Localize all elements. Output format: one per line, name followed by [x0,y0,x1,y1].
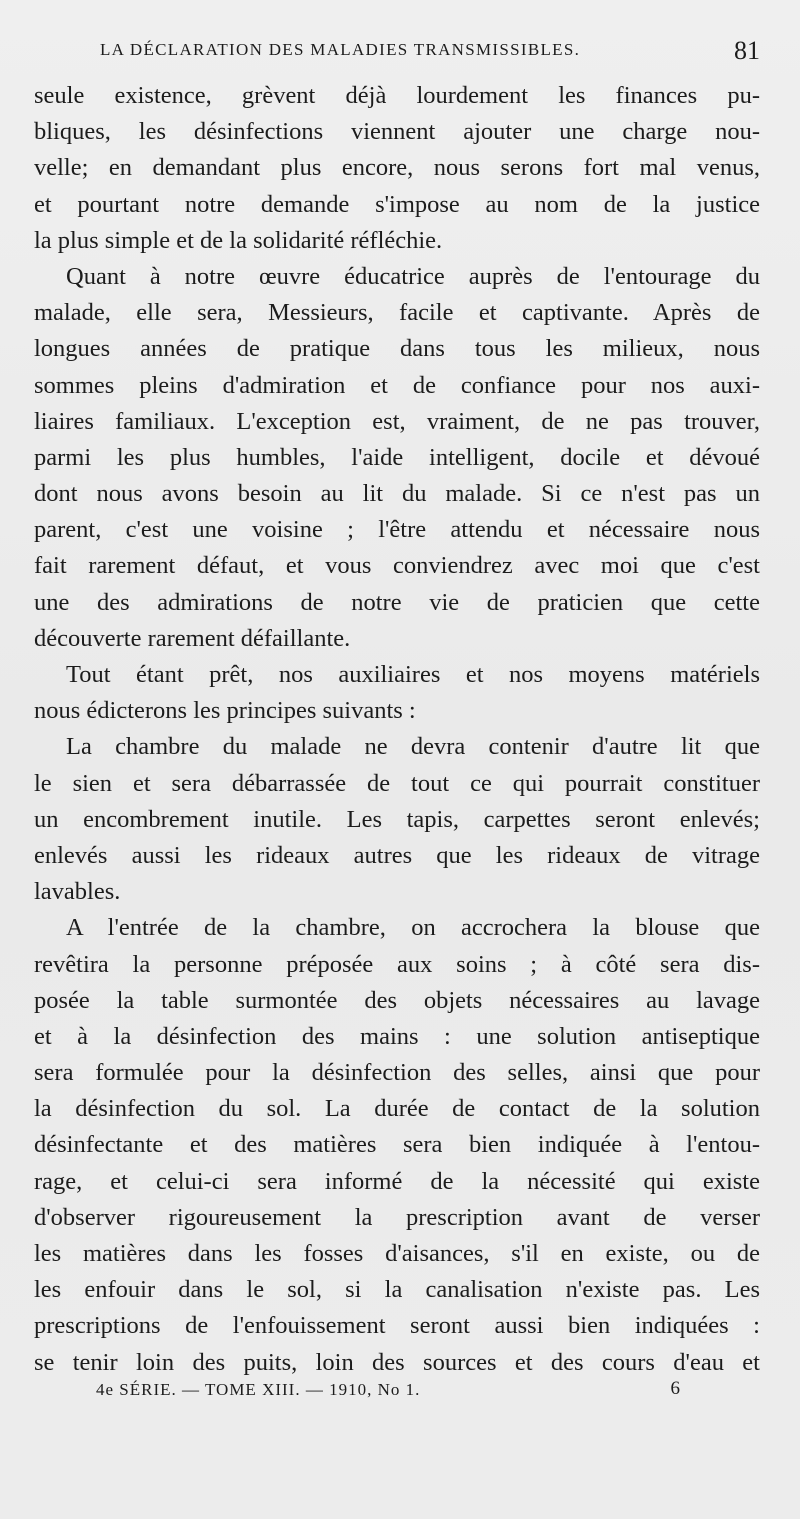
text-line: A l'entrée de la chambre, on accrochera la blouse que [66,914,760,942]
text-line: La chambre du malade ne devra contenir d'autre lit que [66,733,760,761]
text-line: parmi les plus humbles, l'aide intelligent, docile et dévoué [34,443,760,471]
text-line: malade, elle sera, Messieurs, facile et captivante. Après de [34,299,760,327]
text-line: sera formulée pour la désinfection des selles, ainsi que pour [34,1059,760,1087]
running-title: LA DÉCLARATION DES MALADIES TRANSMISSIBLES. [100,40,581,59]
text-line: les matières dans les fosses d'aisances, s'il en existe, ou de [34,1240,760,1267]
footer [96,1380,680,1410]
text-line: seule existence, grèvent déjà lourdement les finances pu- [34,82,760,109]
text-line: la désinfection du sol. La durée de contact de la solution [34,1095,760,1123]
text-line: longues années de pratique dans tous les milieux, nous [34,335,760,363]
text-line: une des admirations de notre vie de praticien que cette [34,588,760,616]
text-line: les enfouir dans le sol, si la canalisation n'existe pas. Les [34,1276,760,1304]
text-line: fait rarement défaut, et vous conviendrez avec moi que c'est [34,552,760,580]
text-line: parent, c'est une voisine ; l'être attendu et nécessaire nous [34,516,760,544]
text-line: se tenir loin des puits, loin des sources et des cours d'eau et [34,1348,760,1376]
text-line: lavables. [34,878,121,906]
text-line: prescriptions de l'enfouissement seront aussi bien indiquées : [34,1312,760,1340]
text-line: Quant à notre œuvre éducatrice auprès de l'entourage du [66,262,760,290]
text-line: posée la table surmontée des objets nécessaires au lavage [34,986,760,1014]
page-number: 81 [734,36,760,65]
text-line: un encombrement inutile. Les tapis, carpettes seront enlevés; [34,805,760,833]
body-text [34,78,760,1381]
text-line: et à la désinfection des mains : une solution antiseptique [34,1022,760,1050]
text-line: nous édicterons les principes suivants : [34,697,416,725]
text-line: le sien et sera débarrassée de tout ce qui pourrait constituer [34,769,760,797]
text-line: d'observer rigoureusement la prescription avant de verser [34,1203,760,1231]
text-line: velle; en demandant plus encore, nous serons fort mal venus, [34,154,760,182]
running-head [100,36,760,70]
text-line: découverte rarement défaillante. [34,624,351,652]
text-line: liaires familiaux. L'exception est, vraiment, de ne pas trouver, [34,407,760,435]
text-line: et pourtant notre demande s'impose au nom de la justice [34,190,760,218]
text-line: rage, et celui-ci sera informé de la nécessité qui existe [34,1167,760,1195]
text-line: enlevés aussi les rideaux autres que les rideaux de vitrage [34,841,760,869]
text-line: dont nous avons besoin au lit du malade. Si ce n'est pas un [34,480,760,508]
signature-mark: 6 [670,1378,680,1399]
text-line: Tout étant prêt, nos auxiliaires et nos moyens matériels [66,661,760,688]
text-line: désinfectante et des matières sera bien indiquée à l'entou- [34,1131,760,1159]
text-line: revêtira la personne préposée aux soins ; à côté sera dis- [34,950,760,978]
text-line: bliques, les désinfections viennent ajouter une charge nou- [34,118,760,146]
text-line: la plus simple et de la solidarité réfléchie. [34,226,443,254]
text-line: sommes pleins d'admiration et de confiance pour nos auxi- [34,371,760,399]
series-info: 4e SÉRIE. — TOME XIII. — 1910, No 1. [96,1380,421,1399]
